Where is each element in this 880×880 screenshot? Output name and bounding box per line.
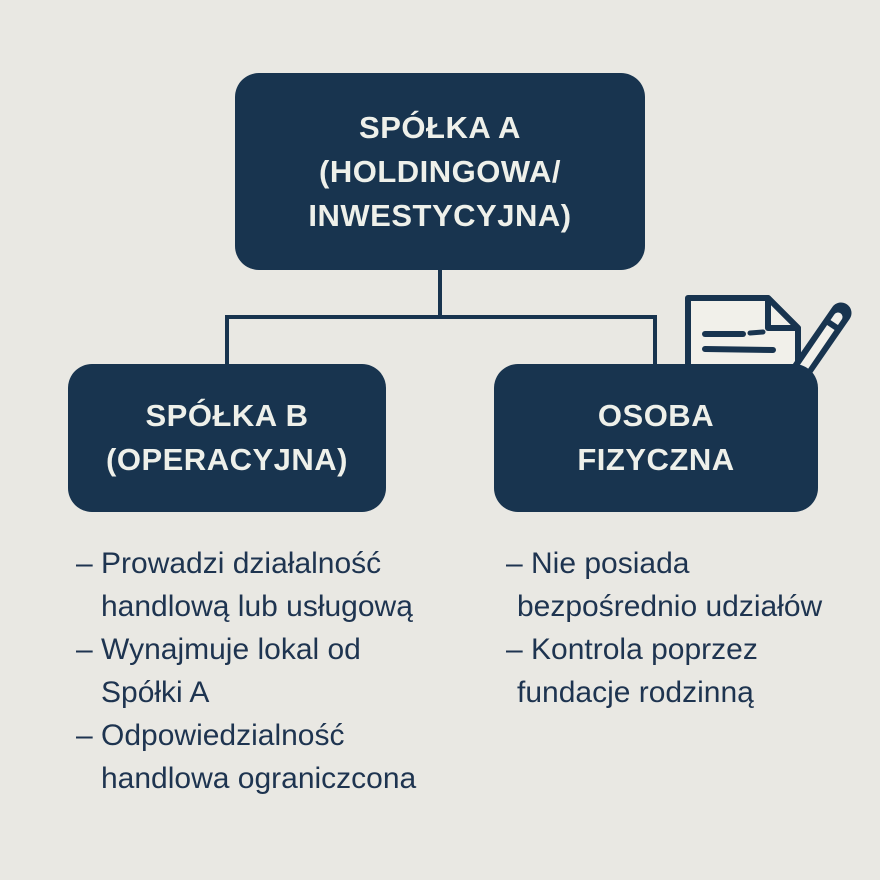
bullet-continuation-line: handlową lub usługową — [101, 590, 413, 623]
node-title-line: SPÓŁKA B — [145, 398, 309, 433]
bullet-first-line: – Odpowiedzialność — [76, 719, 345, 752]
list-item — [506, 542, 866, 628]
bullet-continuation-line: fundacje rodzinną — [517, 676, 754, 709]
node-title-line: OSOBA — [597, 398, 715, 433]
node-title-line: (HOLDINGOWA/ — [319, 153, 561, 189]
node-title-line: SPÓŁKA A — [359, 109, 521, 145]
notes-osoba-fizyczna — [506, 542, 866, 714]
list-item — [76, 714, 446, 800]
node-spolka-a — [235, 73, 645, 270]
node-title-line: (OPERACYJNA) — [106, 442, 348, 477]
node-title-line: INWESTYCYJNA) — [308, 197, 572, 233]
node-spolka-b — [68, 364, 386, 512]
list-item — [76, 542, 446, 628]
connector-stem — [438, 269, 442, 318]
bullet-continuation-line: bezpośrednio udziałów — [517, 590, 823, 623]
bullet-first-line: – Wynajmuje lokal od — [76, 633, 361, 666]
connector-drop-left — [225, 315, 229, 367]
list-item — [76, 628, 446, 714]
list-item — [506, 628, 866, 714]
bullet-first-line: – Kontrola poprzez — [506, 633, 758, 666]
node-osoba-fizyczna — [494, 364, 818, 512]
bullet-first-line: – Prowadzi działalność — [76, 547, 382, 580]
connector-drop-right — [653, 315, 657, 367]
notes-spolka-b — [76, 542, 446, 800]
node-title-line: FIZYCZNA — [577, 442, 735, 477]
bullet-continuation-line: handlowa ograniczcona — [101, 762, 417, 795]
connector-horizontal-bar — [225, 315, 657, 319]
bullet-continuation-line: Spółki A — [101, 676, 210, 709]
bullet-first-line: – Nie posiada — [506, 547, 690, 580]
